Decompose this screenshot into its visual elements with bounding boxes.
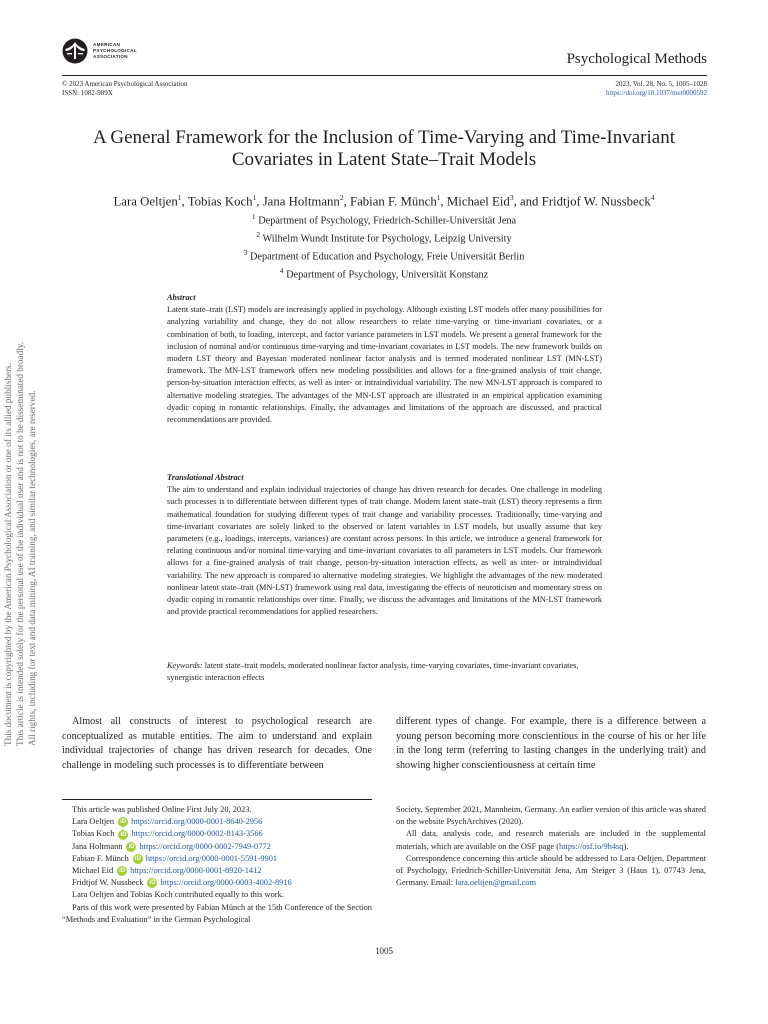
affiliation (40, 246, 728, 264)
abstract-heading: Abstract (167, 293, 196, 302)
data-availability-end: ). (623, 841, 629, 851)
citation-block (606, 80, 707, 97)
keywords (167, 660, 602, 684)
correspondence-text: Correspondence concerning this article should be addressed to Lara Oeltjen, Department of Psychology, Friedrich-Schiller-Universität Jena, Am Steiger 3 (Haus 1), 07743 Jena, Germany. Email: (396, 853, 706, 888)
keywords-label: Keywords: (167, 661, 203, 670)
issn: ISSN: 1082-989X (62, 88, 113, 97)
author-affiliation-marker: 1 (436, 193, 441, 202)
translational-abstract (167, 472, 602, 618)
journal-name: Psychological Methods (566, 51, 707, 67)
author-separator: , (181, 194, 188, 209)
abstract-text: Latent state–trait (LST) models are increasingly applied in psychology. Although existing LST models offer many possibilities for analyzing variability and change, they do not allow researchers to relate time-varying or time-invariant covariates, or a combination of both, to loading, intercept, and factor variance parameters in LST models. We present a general framework for the inclusion of nominal and/or continuous time-varying and time-invariant covariates in LST models. The new framework builds on modern LST theory and Bayesian moderated nonlinear factor analysis and is termed moderated nonlinear LST (MN-LST) framework. The MN-LST framework offers new modeling possibilities and allows for a fine-grained analysis of trait change, person-by-situation interaction effects, as well as inter- or intraindividual variability. The new MN-LST approach is compared to alternative modeling strategies. The advantages of the MN-LST approach are illustrated in an empirical application examining dyadic coping in romantic relationships. Finally, the advantages and limitations of the approach are discussed, and practical recommendations are provided. (167, 305, 602, 425)
orcid-entry (62, 828, 372, 840)
author-name: Tobias Koch (187, 194, 253, 209)
author-separator: , (343, 194, 350, 209)
header-rule (62, 75, 707, 76)
abstract (167, 292, 602, 426)
footnotes-left (62, 804, 372, 926)
copyright-block (62, 80, 187, 97)
logo-line: AMERICAN (93, 42, 121, 47)
affiliation-text: Department of Education and Psychology, Freie Universität Berlin (249, 251, 525, 263)
orcid-author-name: Tobias Koch (72, 829, 115, 839)
apa-logo-icon (62, 38, 88, 64)
doi-link[interactable]: https://doi.org/10.1037/met0000592 (606, 88, 707, 97)
orcid-list (62, 816, 372, 889)
author-name: Fridtjof W. Nussbeck (541, 194, 651, 209)
title-line: A General Framework for the Inclusion of Time-Varying and Time-Invariant (92, 127, 676, 148)
author-separator: , and (513, 194, 542, 209)
orcid-author-name: Fridtjof W. Nussbeck (72, 878, 144, 888)
apa-logo-text (93, 42, 137, 60)
affiliation-text: Wilhelm Wundt Institute for Psychology, Leipzig University (262, 233, 512, 245)
footnote-rule (62, 799, 372, 800)
affiliation-marker: 1 (251, 212, 256, 221)
orcid-icon: iD (119, 868, 126, 875)
affiliation-marker: 4 (279, 265, 284, 275)
copyright-sidenote (2, 286, 38, 746)
affiliations (40, 210, 728, 282)
orcid-icon: iD (134, 855, 141, 862)
translational-abstract-text: The aim to understand and explain individual trajectories of change has driven research for decades. One challenge in modeling such processes is to differentiate between different types of trait change. Modern latent state–trait (LST) theory represents a firm mathematical foundation for studying different types of trait change and variability processes. Traditionally, time-varying and time-invariant covariates are solely linked to the observed or latent variables in LST models, but usually assume that key parameters (e.g., loadings, intercepts, variances) are constant across persons. In this article, we introduce a general framework for relating continuous and/or nominal time-varying and time-invariant covariates to all parameters in LST models. Our framework allows for a fine-grained analysis of trait change, person-by-situation interaction effects, as well as inter- or intraindividual variability. The new approach is compared to alternative modeling strategies. We highlight the advantages of the new moderated nonlinear latent state–trait (MN-LST) framework using real data, investigating the effects of neuroticism and momentary stress on dyadic coping in romantic relationships over time. Finally, we discuss the advantages and limitations of the MN-LST framework and provide practical recommendations for applied researchers. (167, 485, 602, 617)
author-separator: , (440, 194, 447, 209)
orcid-entry (62, 853, 372, 865)
affiliation (40, 210, 728, 228)
apa-logo (62, 38, 137, 64)
body-left-column: Almost all constructs of interest to psychological research are conceptualized as mutable entities. The aim to understand and explain individual trajectories of change has driven research for decades. One challenge in modeling such processes is to differentiate between (62, 716, 372, 771)
orcid-author-name: Lara Oeltjen (72, 817, 115, 827)
author-name: Jana Holtmann (262, 194, 340, 209)
sidenote-line: This document is copyrighted by the American Psychological Association or one of its allied publishers. (3, 363, 13, 746)
article-title (40, 127, 728, 171)
sidenote-line: This article is intended solely for the personal use of the individual user and is not to be disseminated broadly. (15, 341, 25, 746)
footnotes-right (396, 804, 706, 889)
orcid-author-name: Michael Eid (72, 866, 114, 876)
orcid-entry (62, 816, 372, 828)
keywords-text: latent state–trait models, moderated nonlinear factor analysis, time-varying covariates, time-invariant covariates, synergistic interaction effects (167, 661, 579, 683)
affiliation-marker: 3 (243, 247, 248, 257)
author-affiliation-marker: 1 (252, 193, 257, 202)
email-link[interactable]: lara.oeltjen@gmail.com (455, 878, 536, 888)
orcid-link[interactable]: https://orcid.org/0000-0003-4002-8916 (160, 878, 292, 888)
orcid-link[interactable]: https://orcid.org/0000-0002-7949-0772 (139, 841, 271, 851)
logo-line: PSYCHOLOGICAL (93, 48, 137, 53)
logo-line: ASSOCIATION (93, 54, 128, 59)
title-line: Covariates in Latent State–Trait Models (231, 149, 537, 170)
author-affiliation-marker: 3 (509, 193, 514, 202)
author-list (40, 193, 728, 209)
copyright: © 2023 American Psychological Association (62, 80, 188, 88)
affiliation (40, 228, 728, 246)
orcid-entry (62, 841, 372, 853)
author-name: Fabian F. Münch (349, 194, 437, 209)
orcid-author-name: Jana Holtmann (72, 841, 123, 851)
orcid-entry (62, 877, 372, 889)
sidenote-line: All rights, including for text and data mining, AI training, and similar technologies, are reserved. (27, 390, 37, 746)
orcid-link[interactable]: https://orcid.org/0000-0002-8143-3566 (131, 829, 263, 839)
orcid-icon: iD (120, 831, 127, 838)
author-affiliation-marker: 2 (339, 193, 344, 202)
affiliation-text: Department of Psychology, Universität Konstanz (286, 269, 489, 281)
orcid-link[interactable]: https://orcid.org/0000-0001-8920-1412 (130, 866, 262, 876)
data-availability-note (396, 828, 706, 852)
translational-abstract-heading: Translational Abstract (167, 473, 244, 482)
affiliation-text: Department of Psychology, Friedrich-Schiller-Universität Jena (258, 215, 517, 227)
equal-contribution-note: Lara Oeltjen and Tobias Koch contributed equally to this work. (72, 890, 284, 900)
correspondence-note (396, 853, 706, 890)
published-note: This article was published Online First July 20, 2023. (72, 805, 252, 814)
orcid-icon: iD (128, 843, 135, 850)
volume-info: 2023, Vol. 28, No. 5, 1005–1028 (615, 80, 707, 88)
orcid-entry (62, 865, 372, 877)
affiliation-marker: 2 (256, 229, 261, 239)
orcid-icon: iD (120, 819, 127, 826)
orcid-icon: iD (149, 880, 156, 887)
affiliation (40, 264, 728, 282)
orcid-link[interactable]: https://orcid.org/0000-0001-8640-2956 (131, 817, 263, 827)
author-affiliation-marker: 1 (177, 193, 182, 202)
author-name: Michael Eid (446, 194, 510, 209)
author-name: Lara Oeltjen (113, 194, 178, 209)
author-affiliation-marker: 4 (650, 193, 655, 202)
orcid-link[interactable]: https://orcid.org/0000-0001-5591-9901 (145, 853, 278, 863)
author-separator: , (256, 194, 263, 209)
data-availability-text: All data, analysis code, and research materials are included in the supplemental materials, which are available on the OSF page ( (396, 829, 706, 851)
orcid-author-name: Fabian F. Münch (72, 853, 129, 863)
osf-link[interactable]: https://osf.io/9h4sq (559, 841, 624, 851)
conference-note-continued: Society, September 2021, Mannheim, Germany. An earlier version of this article was shared on the website PsychArchives (2020). (396, 805, 706, 827)
conference-note: Parts of this work were presented by Fabian Münch at the 15th Conference of the Section “Methods and Evaluation” in the German Psychological (62, 902, 372, 924)
page-number: 1005 (375, 946, 393, 956)
body-right-column: different types of change. For example, there is a difference between a young person becoming more conscientious in the course of his or her life in the long term (referring to lasting changes in the underlying trait) and showing higher conscientiousness at certain time (396, 716, 706, 771)
